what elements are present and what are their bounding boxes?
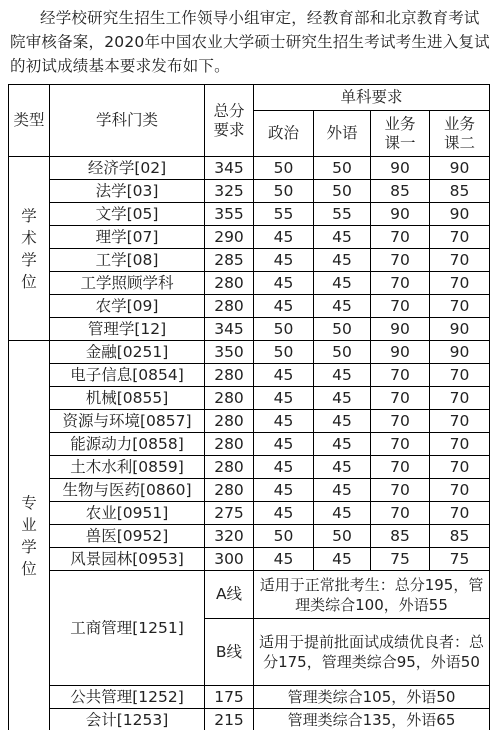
category-academic-degree (9, 157, 50, 341)
subject-cell: 农学[09] (50, 295, 205, 318)
course1-score-cell: 70 (371, 410, 430, 433)
language-score-cell: 50 (314, 157, 371, 180)
table-row (9, 433, 490, 456)
course2-score-cell: 70 (430, 433, 490, 456)
course1-score-cell: 85 (371, 525, 430, 548)
a-line-label: A线 (205, 571, 254, 619)
subject-cell: 金融[0251] (50, 341, 205, 364)
table-row (9, 525, 490, 548)
course2-score-cell: 70 (430, 410, 490, 433)
total-score-cell: 290 (205, 226, 254, 249)
total-score-cell: 355 (205, 203, 254, 226)
header-course1-line2: 课一 (384, 133, 416, 152)
table-row (9, 295, 490, 318)
total-score-cell: 280 (205, 364, 254, 387)
requirement-note: 管理类综合135，外语65 (254, 709, 490, 730)
header-course1 (371, 111, 430, 157)
course2-score-cell: 90 (430, 341, 490, 364)
subject-cell: 电子信息[0854] (50, 364, 205, 387)
header-type: 类型 (9, 85, 50, 157)
course2-score-cell: 70 (430, 456, 490, 479)
total-score-cell: 280 (205, 295, 254, 318)
category-professional-degree (9, 341, 50, 730)
table-row (9, 341, 490, 364)
subject-cell: 生物与医药[0860] (50, 479, 205, 502)
language-score-cell: 50 (314, 525, 371, 548)
table-row (9, 548, 490, 571)
course2-score-cell: 70 (430, 226, 490, 249)
table-row (9, 249, 490, 272)
language-score-cell: 50 (314, 180, 371, 203)
politics-score-cell: 45 (254, 272, 314, 295)
total-score-cell: 280 (205, 456, 254, 479)
language-score-cell: 45 (314, 226, 371, 249)
course2-score-cell: 70 (430, 479, 490, 502)
subject-cell: 兽医[0952] (50, 525, 205, 548)
course1-score-cell: 70 (371, 387, 430, 410)
category-label-char: 专 (21, 494, 37, 512)
table-row (9, 180, 490, 203)
category-label-char: 位 (21, 560, 37, 578)
table-row-macc (9, 709, 490, 730)
politics-score-cell: 45 (254, 249, 314, 272)
header-politics: 政治 (254, 111, 314, 157)
language-score-cell: 45 (314, 295, 371, 318)
course1-score-cell: 70 (371, 479, 430, 502)
intro-paragraph: 经学校研究生招生工作领导小组审定，经教育部和北京教育考试院审核备案，2020年中国农业大学硕士研究生招生考试考生进入复试的初试成绩基本要求发布如下。 (10, 9, 490, 75)
total-score-cell: 345 (205, 157, 254, 180)
politics-score-cell: 50 (254, 318, 314, 341)
language-score-cell: 45 (314, 433, 371, 456)
politics-score-cell: 50 (254, 180, 314, 203)
total-score-cell: 300 (205, 548, 254, 571)
language-score-cell: 55 (314, 203, 371, 226)
politics-score-cell: 50 (254, 157, 314, 180)
subject-cell: 法学[03] (50, 180, 205, 203)
language-score-cell: 45 (314, 272, 371, 295)
header-course2-line1: 业务 (444, 114, 476, 133)
course1-score-cell: 70 (371, 249, 430, 272)
language-score-cell: 50 (314, 318, 371, 341)
total-score-cell: 350 (205, 341, 254, 364)
header-total (205, 85, 254, 157)
course2-score-cell: 90 (430, 203, 490, 226)
table-row (9, 479, 490, 502)
politics-score-cell: 45 (254, 479, 314, 502)
politics-score-cell: 45 (254, 295, 314, 318)
politics-score-cell: 45 (254, 548, 314, 571)
subject-cell-mba: 工商管理[1251] (50, 571, 205, 686)
header-row-1 (9, 85, 490, 111)
category-label-char: 学 (21, 538, 37, 556)
total-score-cell: 215 (205, 709, 254, 730)
language-score-cell: 45 (314, 387, 371, 410)
language-score-cell: 45 (314, 548, 371, 571)
total-score-cell: 345 (205, 318, 254, 341)
header-course2 (430, 111, 490, 157)
course1-score-cell: 90 (371, 203, 430, 226)
course2-score-cell: 75 (430, 548, 490, 571)
language-score-cell: 45 (314, 249, 371, 272)
table-row-mba-a (9, 571, 490, 619)
requirement-note: 管理类综合105，外语50 (254, 686, 490, 709)
table-row (9, 410, 490, 433)
total-score-cell: 275 (205, 502, 254, 525)
table-row (9, 226, 490, 249)
language-score-cell: 45 (314, 479, 371, 502)
header-subject: 学科门类 (50, 85, 205, 157)
category-label-char: 术 (21, 228, 37, 247)
course2-score-cell: 70 (430, 272, 490, 295)
subject-cell: 理学[07] (50, 226, 205, 249)
language-score-cell: 45 (314, 502, 371, 525)
course2-score-cell: 70 (430, 502, 490, 525)
subject-cell: 农业[0951] (50, 502, 205, 525)
subject-cell: 管理学[12] (50, 318, 205, 341)
table-row (9, 203, 490, 226)
header-course2-line2: 课二 (444, 133, 476, 152)
total-score-cell: 280 (205, 433, 254, 456)
total-score-cell: 280 (205, 387, 254, 410)
course1-score-cell: 90 (371, 318, 430, 341)
politics-score-cell: 45 (254, 387, 314, 410)
course2-score-cell: 85 (430, 525, 490, 548)
total-score-cell: 280 (205, 479, 254, 502)
subject-cell: 会计[1253] (50, 709, 205, 730)
header-course1-line1: 业务 (384, 114, 416, 133)
course1-score-cell: 70 (371, 502, 430, 525)
table-row (9, 272, 490, 295)
total-score-cell: 320 (205, 525, 254, 548)
total-score-cell: 280 (205, 410, 254, 433)
subject-cell: 工学[08] (50, 249, 205, 272)
category-label-char: 位 (21, 272, 37, 291)
subject-cell: 能源动力[0858] (50, 433, 205, 456)
table-row (9, 364, 490, 387)
course2-score-cell: 85 (430, 180, 490, 203)
course1-score-cell: 85 (371, 180, 430, 203)
course1-score-cell: 70 (371, 272, 430, 295)
subject-cell: 机械[0855] (50, 387, 205, 410)
table-row (9, 387, 490, 410)
table-row (9, 456, 490, 479)
category-label-char: 学 (21, 206, 37, 225)
header-total-line2: 要求 (213, 120, 245, 139)
b-line-note: 适用于提前批面试成绩优良者：总分175，管理类综合95，外语50 (254, 619, 490, 686)
a-line-note: 适用于正常批考生：总分195，管理类综合100，外语55 (254, 571, 490, 619)
language-score-cell: 45 (314, 410, 371, 433)
table-row-mpa (9, 686, 490, 709)
course2-score-cell: 70 (430, 295, 490, 318)
language-score-cell: 45 (314, 456, 371, 479)
course2-score-cell: 70 (430, 249, 490, 272)
politics-score-cell: 45 (254, 410, 314, 433)
politics-score-cell: 45 (254, 456, 314, 479)
table-row (9, 318, 490, 341)
politics-score-cell: 45 (254, 502, 314, 525)
subject-cell: 土木水利[0859] (50, 456, 205, 479)
table-row (9, 157, 490, 180)
subject-cell: 文学[05] (50, 203, 205, 226)
score-requirements-table (8, 84, 490, 730)
language-score-cell: 45 (314, 364, 371, 387)
header-single-subject: 单科要求 (254, 85, 490, 111)
course1-score-cell: 90 (371, 341, 430, 364)
politics-score-cell: 45 (254, 364, 314, 387)
course1-score-cell: 70 (371, 364, 430, 387)
subject-cell: 经济学[02] (50, 157, 205, 180)
course1-score-cell: 70 (371, 456, 430, 479)
total-score-cell: 285 (205, 249, 254, 272)
total-score-cell: 175 (205, 686, 254, 709)
politics-score-cell: 50 (254, 525, 314, 548)
course2-score-cell: 70 (430, 364, 490, 387)
total-score-cell: 325 (205, 180, 254, 203)
total-score-cell: 280 (205, 272, 254, 295)
header-language: 外语 (314, 111, 371, 157)
course1-score-cell: 90 (371, 157, 430, 180)
course1-score-cell: 70 (371, 433, 430, 456)
subject-cell: 公共管理[1252] (50, 686, 205, 709)
course1-score-cell: 70 (371, 295, 430, 318)
table-row (9, 502, 490, 525)
politics-score-cell: 45 (254, 433, 314, 456)
politics-score-cell: 45 (254, 226, 314, 249)
subject-cell: 风景园林[0953] (50, 548, 205, 571)
course2-score-cell: 90 (430, 318, 490, 341)
subject-cell: 资源与环境[0857] (50, 410, 205, 433)
politics-score-cell: 50 (254, 341, 314, 364)
course1-score-cell: 70 (371, 226, 430, 249)
course2-score-cell: 70 (430, 387, 490, 410)
politics-score-cell: 55 (254, 203, 314, 226)
language-score-cell: 50 (314, 341, 371, 364)
course1-score-cell: 75 (371, 548, 430, 571)
course2-score-cell: 90 (430, 157, 490, 180)
b-line-label: B线 (205, 619, 254, 686)
category-label-char: 学 (21, 250, 37, 269)
category-label-char: 业 (21, 516, 37, 534)
subject-cell: 工学照顾学科 (50, 272, 205, 295)
header-total-line1: 总分 (213, 101, 245, 120)
